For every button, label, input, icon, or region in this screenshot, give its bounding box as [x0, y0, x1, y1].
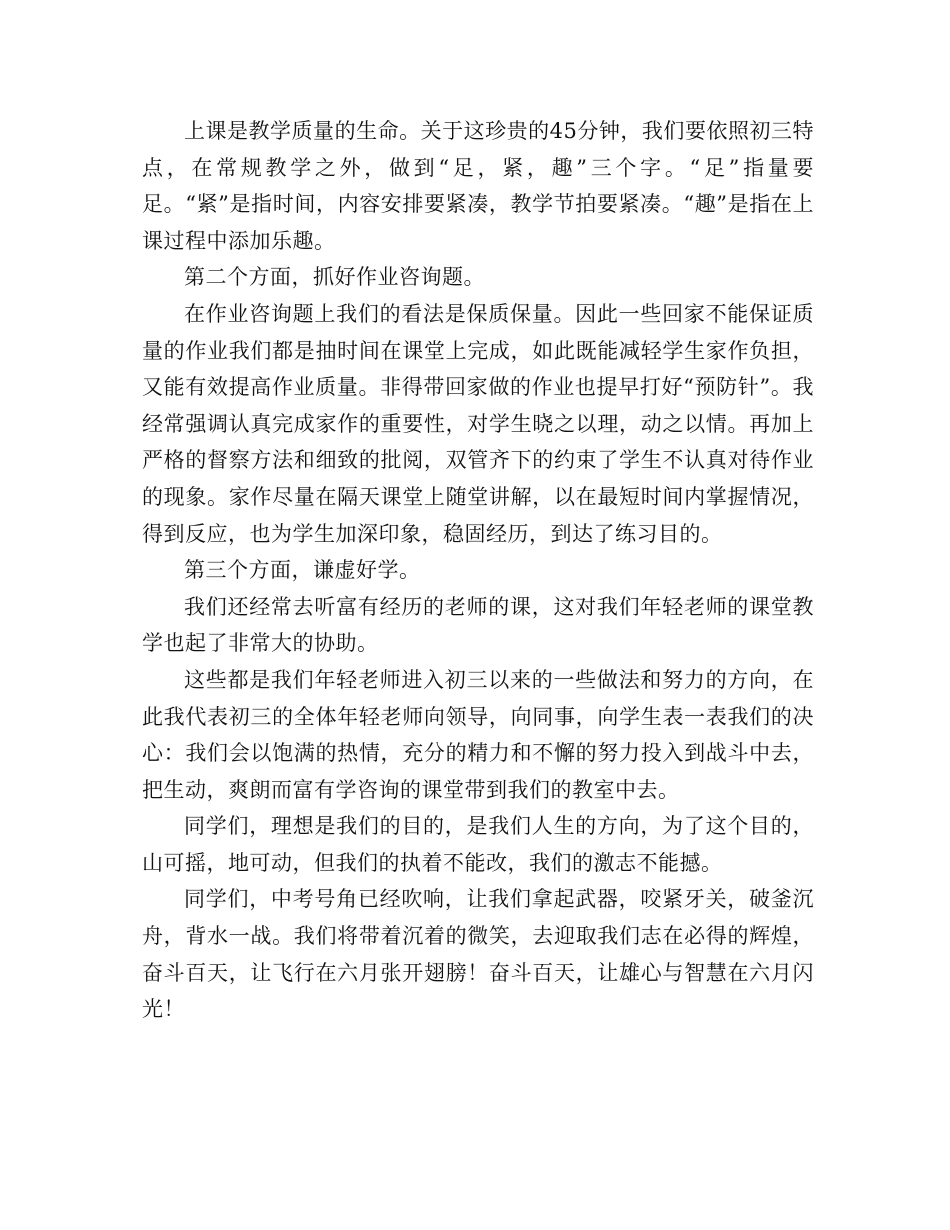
paragraph: 上课是教学质量的生命。关于这珍贵的45分钟，我们要依照初三特点，在常规教学之外，做到“足，紧，趣”三个字。“足”指量要足。“紧”是指时间，内容安排要紧凑，教学节拍要紧凑。“趣”是指在上课过程中添加乐趣。: [142, 119, 814, 253]
document-body: [142, 113, 814, 1028]
section-heading: 第二个方面，抓好作业咨询题。: [184, 265, 485, 290]
section-heading: 第三个方面，谦虚好学。: [184, 558, 421, 583]
paragraph: 我们还经常去听富有经历的老师的课，这对我们年轻老师的课堂教学也起了非常大的协助。: [142, 594, 814, 656]
paragraph: 同学们，理想是我们的目的，是我们人生的方向，为了这个目的，山可摇，地可动，但我们的执着不能改，我们的激志不能撼。: [142, 814, 814, 875]
paragraph: 在作业咨询题上我们的看法是保质保量。因此一些回家不能保证质量的作业我们都是抽时间在课堂上完成，如此既能减轻学生家作负担，又能有效提高作业质量。非得带回家做的作业也提早打好“预防针”。我经常强调认真完成家作的重要性，对学生晓之以理，动之以情。再加上严格的督察方法和细致的批阅，双管齐下的约束了学生不认真对待作业的现象。家作尽量在隔天课堂上随堂讲解，以在最短时间内掌握情况，得到反应，也为学生加深印象，稳固经历，到达了练习目的。: [142, 301, 814, 546]
paragraph: 同学们，中考号角已经吹响，让我们拿起武器，咬紧牙关，破釜沉舟，背水一战。我们将带着沉着的微笑，去迎取我们志在必得的辉煌，奋斗百天，让飞行在六月张开翅膀！奋斗百天，让雄心与智慧在六月闪光！: [142, 887, 814, 1022]
paragraph: 这些都是我们年轻老师进入初三以来的一些做法和努力的方向，在此我代表初三的全体年轻老师向领导，向同事，向学生表一表我们的决心：我们会以饱满的热情，充分的精力和不懈的努力投入到战斗中去，把生动，爽朗而富有学咨询的课堂带到我们的教室中去。: [142, 667, 814, 802]
